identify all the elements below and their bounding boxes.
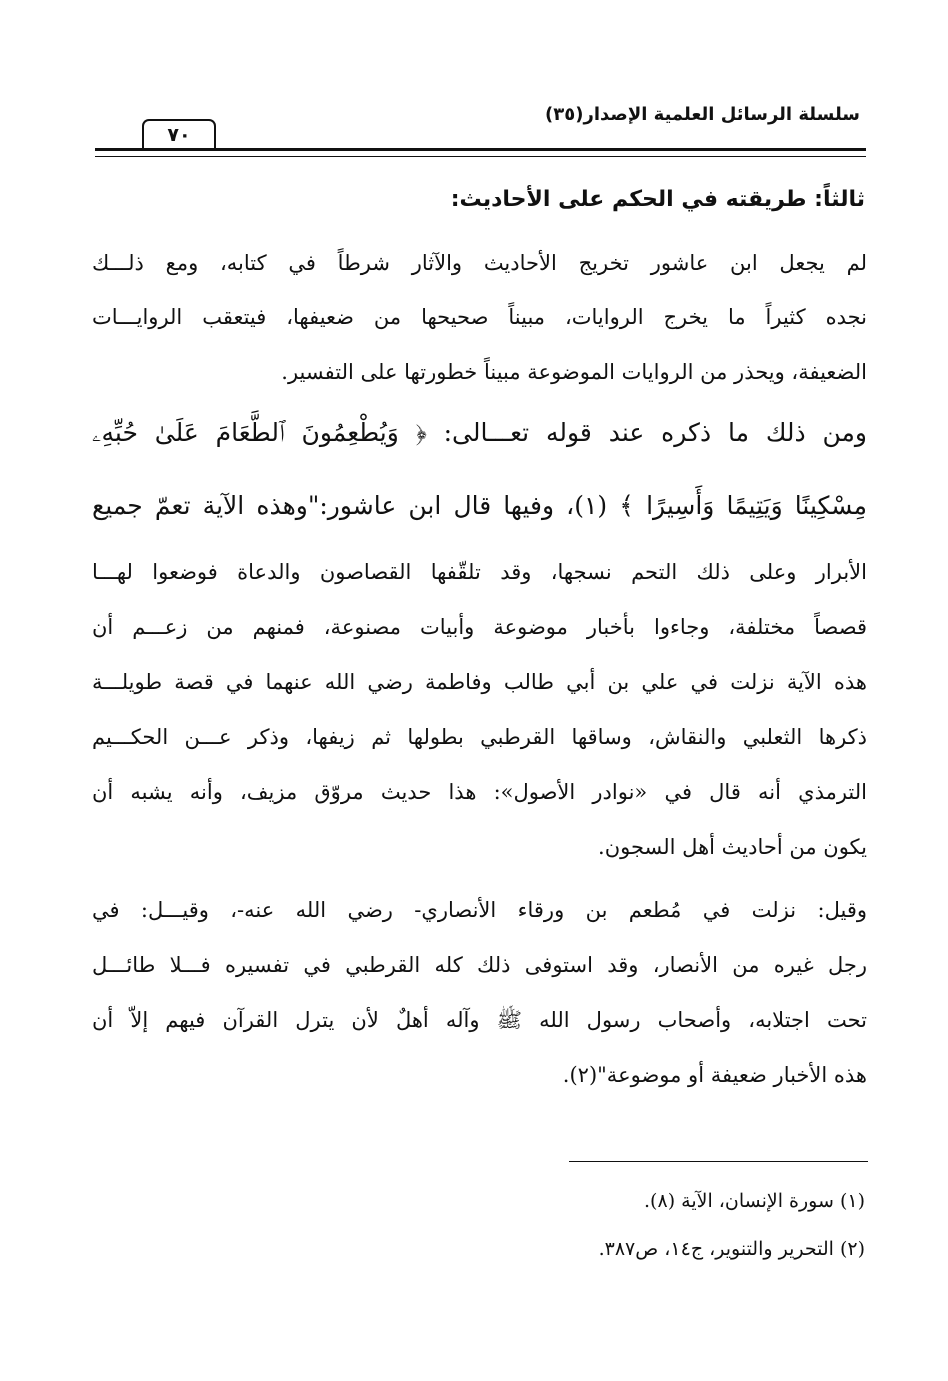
body-line: نجده كثيراً ما يخرج الروايات، مبيناً صحيحها من ضعيفها، فيتعقب الروايـــات [92, 305, 867, 329]
body-line: تحت اجتلابه، وأصحاب رسول الله ﷺ وآله أهلٌ لأن يترل القرآن فيهم إلاّ أن [92, 1008, 867, 1032]
series-title: سلسلة الرسائل العلمية الإصدار(٣٥) [545, 104, 860, 125]
body-line: رجل غيره من الأنصار، وقد استوفى ذلك كله القرطبي في تفسيره فـــلا طائـــل [92, 953, 867, 977]
body-line: يكون من أحاديث أهل السجون. [598, 835, 867, 859]
header-rule-thin [95, 156, 866, 157]
body-line-quran: ومن ذلك ما ذكره عند قوله تعـــالى: ﴿ وَيُطْعِمُونَ ٱلطَّعَامَ عَلَىٰ حُبِّهِۦ [92, 418, 867, 447]
footnote-1: (١) سورة الإنسان، الآية (٨). [644, 1190, 865, 1212]
body-line: لم يجعل ابن عاشور تخريج الأحاديث والآثار شرطاً في كتابه، ومع ذلـــك [92, 251, 867, 275]
body-line: قصصاً مختلفة، وجاءوا بأخبار موضوعة وأبيات مصنوعة، فمنهم من زعـــم أن [92, 615, 867, 639]
body-line: ذكرها الثعلبي والنقاش، وساقها القرطبي بطولها ثم زيفها، وذكر عـــن الحكـــيم [92, 725, 867, 749]
body-line: الأبرار وعلى ذلك التحم نسجها، وقد تلقّفها القصاصون والدعاة فوضعوا لهـــا [92, 560, 867, 584]
body-line-quran: مِسْكِينًا وَيَتِيمًا وَأَسِيرًا ﴾ (١)، وفيها قال ابن عاشور:"وهذه الآية تعمّ جميع [92, 491, 867, 520]
body-line: الترمذي أنه قال في «نوادر الأصول»: هذا حديث مروّق مزيف، وأنه يشبه أن [92, 780, 867, 804]
header-rule-thick [95, 148, 866, 151]
page-number: ٧٠ [142, 119, 216, 149]
footnote-2: (٢) التحرير والتنوير، ج١٤، ص٣٨٧. [598, 1238, 865, 1260]
body-line: الضعيفة، ويحذر من الروايات الموضوعة مبيناً خطورتها على التفسير. [281, 360, 867, 384]
footnote-separator [569, 1161, 868, 1162]
body-line: هذه الآية نزلت في علي بن أبي طالب وفاطمة رضي الله عنهما في قصة طويلـــة [92, 670, 867, 694]
body-line: وقيل: نزلت في مُطعم بن ورقاء الأنصاري- رضي الله عنه-، وقيـــل: في [92, 898, 867, 922]
body-line: هذه الأخبار ضعيفة أو موضوعة"(٢). [562, 1063, 867, 1087]
section-heading: ثالثاً: طريقته في الحكم على الأحاديث: [450, 187, 865, 212]
